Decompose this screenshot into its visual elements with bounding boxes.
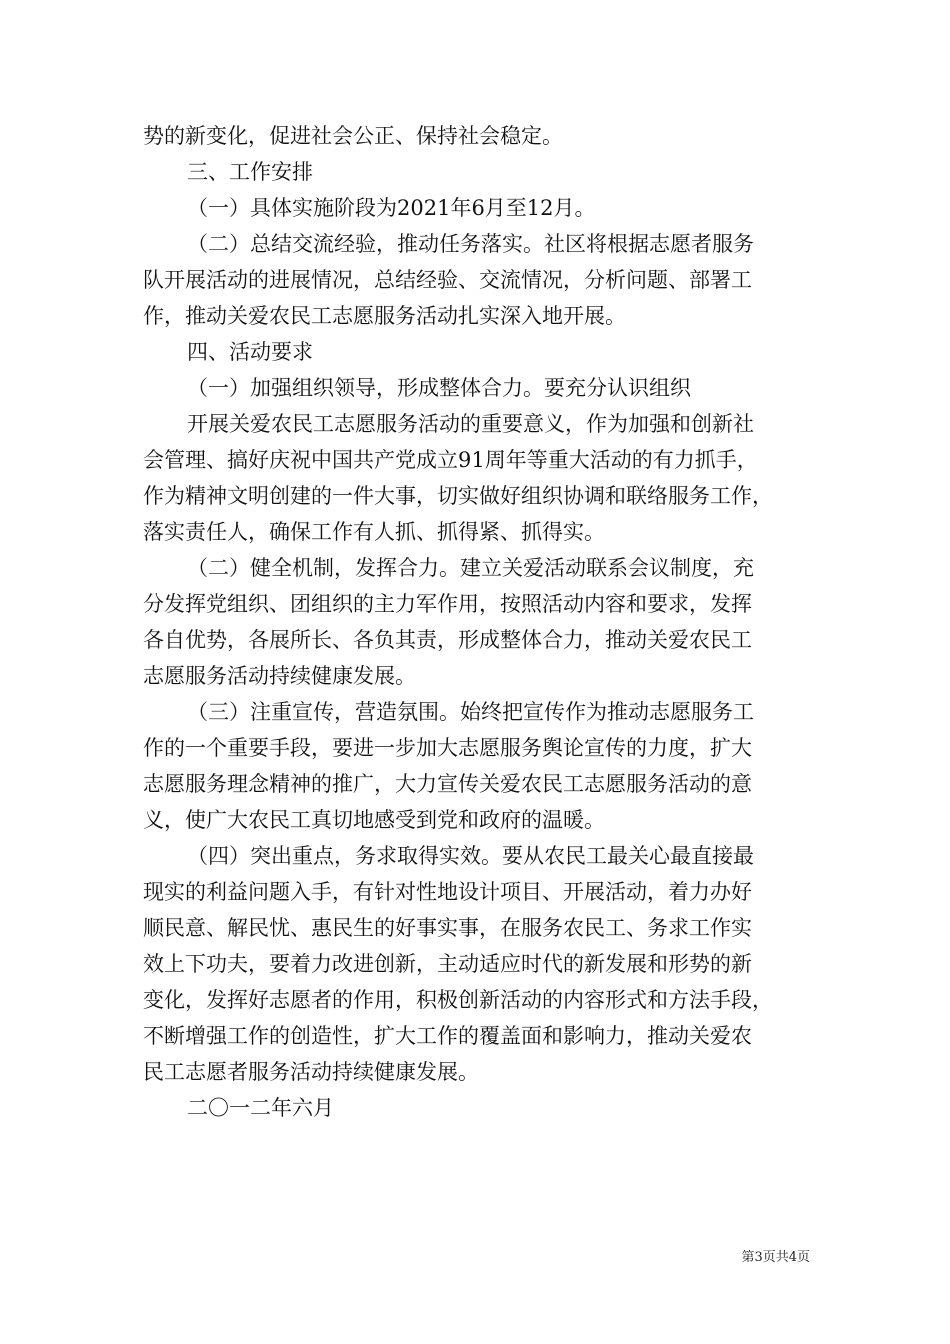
text-line: 义，使广大农民工真切地感受到党和政府的温暖。 (143, 808, 605, 832)
text-line: 会管理、搞好庆祝中国共产党成立91周年等重大活动的有力抓手， (143, 448, 758, 472)
text-line: 开展关爱农民工志愿服务活动的重要意义，作为加强和创新社 (187, 412, 754, 436)
text-line: （四）突出重点，务求取得实效。要从农民工最关心最直接最 (187, 844, 754, 868)
document-date: 二〇一二年六月 (187, 1096, 334, 1120)
text-line: 志愿服务活动持续健康发展。 (143, 664, 416, 688)
section-heading: 四、活动要求 (187, 340, 313, 364)
page-number: 第3页共4页 (741, 1250, 810, 1265)
text-line: 作，推动关爱农民工志愿服务活动扎实深入地开展。 (143, 304, 626, 328)
text-line: 变化，发挥好志愿者的作用，积极创新活动的内容形式和方法手段， (143, 988, 773, 1012)
text-line: 志愿服务理念精神的推广，大力宣传关爱农民工志愿服务活动的意 (143, 772, 752, 796)
text-line: 顺民意、解民忧、惠民生的好事实事，在服务农民工、务求工作实 (143, 916, 752, 940)
text-line: 落实责任人，确保工作有人抓、抓得紧、抓得实。 (143, 520, 605, 544)
text-line: 民工志愿者服务活动持续健康发展。 (143, 1060, 479, 1084)
text-line: （二）健全机制，发挥合力。建立关爱活动联系会议制度，充 (187, 556, 754, 580)
text-line: 效上下功夫，要着力改进创新，主动适应时代的新发展和形势的新 (143, 952, 752, 976)
text-line: （一）具体实施阶段为2021年6月至12月。 (187, 196, 596, 220)
text-line: （一）加强组织领导，形成整体合力。要充分认识组织 (187, 376, 691, 400)
text-line: 作的一个重要手段，要进一步加大志愿服务舆论宣传的力度，扩大 (143, 736, 752, 760)
section-heading: 三、工作安排 (187, 160, 313, 184)
text-line: 分发挥党组织、团组织的主力军作用，按照活动内容和要求，发挥 (143, 592, 752, 616)
document-body (143, 118, 813, 1126)
text-line: 势的新变化，促进社会公正、保持社会稳定。 (143, 124, 563, 148)
text-line: （三）注重宣传，营造氛围。始终把宣传作为推动志愿服务工 (187, 700, 754, 724)
text-line: 各自优势，各展所长、各负其责，形成整体合力，推动关爱农民工 (143, 628, 752, 652)
text-line: 现实的利益问题入手，有针对性地设计项目、开展活动，着力办好 (143, 880, 752, 904)
text-line: 不断增强工作的创造性，扩大工作的覆盖面和影响力，推动关爱农 (143, 1024, 752, 1048)
text-line: 队开展活动的进展情况，总结经验、交流情况，分析问题、部署工 (143, 268, 752, 292)
text-line: （二）总结交流经验，推动任务落实。社区将根据志愿者服务 (187, 232, 754, 256)
text-line: 作为精神文明创建的一件大事，切实做好组织协调和联络服务工作， (143, 484, 773, 508)
